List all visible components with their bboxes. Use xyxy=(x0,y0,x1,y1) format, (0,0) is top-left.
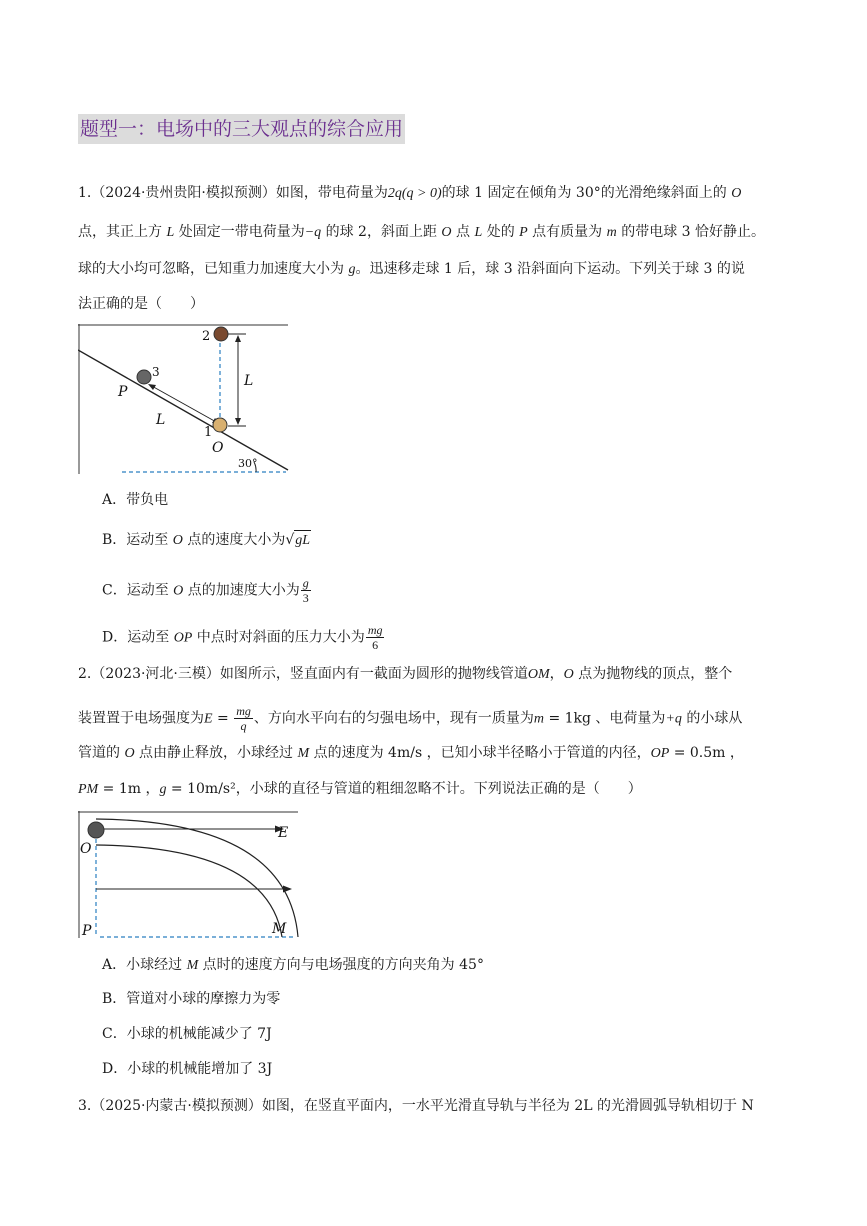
ball xyxy=(88,822,104,838)
ball-1-label: 1 xyxy=(204,425,213,440)
q3-line-1: 3.（2025·内蒙古·模拟预测）如图，在竖直平面内，一水平光滑直导轨与半径为 2L 的光滑圆弧导轨相切于 N xyxy=(78,1098,754,1114)
q1-line-4: 法正确的是（ ） xyxy=(78,296,204,312)
q2-option-a[interactable]: A．小球经过 M 点时的速度方向与电场强度的方向夹角为 45° xyxy=(102,957,484,973)
pipe-outer-wall xyxy=(96,819,298,937)
pipe-inner-wall xyxy=(96,845,282,937)
point-O-label: O xyxy=(212,440,224,456)
q2-option-b[interactable]: B．管道对小球的摩擦力为零 xyxy=(102,991,281,1007)
q2-option-c[interactable]: C．小球的机械能减少了 7J xyxy=(102,1026,272,1042)
q2-line-4: PM = 1m ，g = 10m/s²，小球的直径与管道的粗细忽略不计。下列说法正确的是（ ） xyxy=(78,781,642,797)
q1-option-c[interactable]: C．运动至 O 点的加速度大小为 $\frac{g}{3}$ xyxy=(102,576,309,605)
q2-line-2: 装置置于电场强度为E = $\frac{mg}{q}$ 、方向水平向右的匀强电场中，现有一质量为m = 1kg 、电荷量为+q 的小球从 xyxy=(78,704,743,733)
point-P-label: P xyxy=(82,923,92,939)
q2-line-3: 管道的 O 点由静止释放，小球经过 M 点的速度为 4m/s ，已知小球半径略小于管道的内径，OP = 0.5m ， xyxy=(78,745,744,761)
angle-label: 30° xyxy=(238,457,258,470)
ball-3-label: 3 xyxy=(152,365,160,379)
vertical-L-label: L xyxy=(244,373,254,389)
ball-3 xyxy=(137,370,151,384)
ball-2-label: 2 xyxy=(202,329,211,344)
q2-figure xyxy=(78,811,300,941)
q2-option-d[interactable]: D．小球的机械能增加了 3J xyxy=(102,1061,273,1077)
q1-line-2: 点，其正上方 L 处固定一带电荷量为−q 的球 2，斜面上距 O 点 L 处的 P 点有质量为 m 的带电球 3 恰好静止。 xyxy=(78,224,766,240)
q1-option-b[interactable]: B．运动至 O 点的速度大小为√gL xyxy=(102,530,311,551)
ball-1 xyxy=(213,418,227,432)
point-O-label: O xyxy=(80,841,92,857)
q1-figure xyxy=(78,324,290,476)
q1-option-a[interactable]: A．带负电 xyxy=(102,492,169,508)
q2-line-1: 2.（2023·河北·三模）如图所示，竖直面内有一截面为圆形的抛物线管道OM，O 点为抛物线的顶点，整个 xyxy=(78,666,733,682)
slope-arrow-start xyxy=(148,384,156,390)
q1-line-3: 球的大小均可忽略，已知重力加速度大小为 g。迅速移走球 1 后，球 3 沿斜面向下运动。下列关于球 3 的说 xyxy=(78,261,745,277)
distance-arrow-top xyxy=(235,335,241,342)
ball-2 xyxy=(214,327,228,341)
incline xyxy=(78,350,288,470)
field-E-label: E xyxy=(278,825,289,841)
point-P-label: P xyxy=(118,384,128,400)
point-M-label: M xyxy=(272,921,287,937)
q1-option-d[interactable]: D．运动至 OP 中点时对斜面的压力大小为 $\frac{mg}{6}$ xyxy=(102,623,383,652)
slope-L-label: L xyxy=(156,412,166,428)
distance-arrow-bottom xyxy=(235,418,241,425)
section-title: 题型一：电场中的三大观点的综合应用 xyxy=(78,114,405,144)
q1-line-1: 1.（2024·贵州贵阳·模拟预测）如图，带电荷量为2q(q > 0)的球 1 固定在倾角为 30°的光滑绝缘斜面上的 O xyxy=(78,185,742,201)
